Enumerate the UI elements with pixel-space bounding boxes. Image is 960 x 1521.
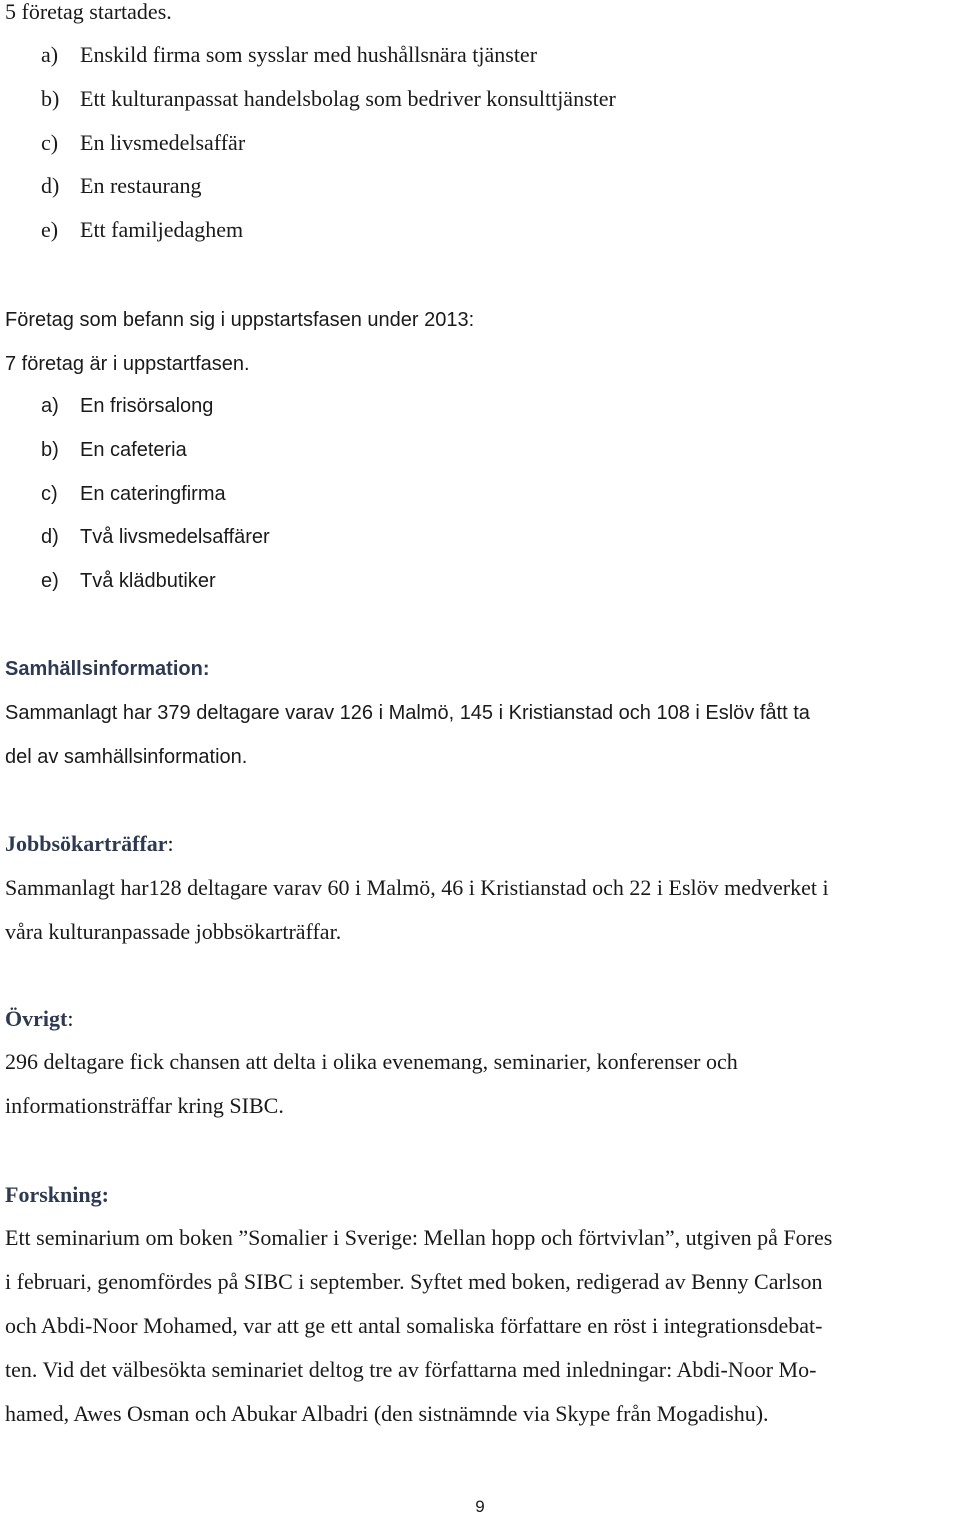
list-item-text: Ett kulturanpassat handelsbolag som bedriver konsulttjänster [80, 86, 616, 111]
list-item [41, 216, 243, 244]
list-marker: a) [41, 42, 59, 67]
list-item [41, 172, 202, 200]
list-item-text: En restaurang [80, 173, 202, 198]
jobb-heading-colon: : [167, 831, 174, 856]
startup-heading: Företag som befann sig i uppstartsfasen under 2013: [5, 309, 475, 331]
samhall-line: Sammanlagt har 379 deltagare varav 126 i Malmö, 145 i Kristianstad och 108 i Eslöv fått ta [5, 702, 810, 724]
list-marker: a) [41, 395, 59, 417]
forskning-line: Ett seminarium om boken ”Somalier i Sverige: Mellan hopp och förtvivlan”, utgiven på Fores [5, 1225, 833, 1250]
forskning-line: hamed, Awes Osman och Abukar Albadri (den sistnämnde via Skype från Mogadishu). [5, 1401, 769, 1426]
samhall-line: del av samhällsinformation. [5, 746, 248, 768]
list-item [41, 436, 187, 464]
list-item [41, 480, 226, 508]
list-marker: e) [41, 217, 59, 242]
list-marker: c) [41, 130, 59, 155]
list-item [41, 85, 616, 113]
list-item-text: En frisörsalong [80, 395, 214, 417]
jobb-line: våra kulturanpassade jobbsökarträffar. [5, 919, 342, 944]
ovrigt-line: informationsträffar kring SIBC. [5, 1093, 284, 1118]
list-item-text: Två klädbutiker [80, 570, 216, 592]
forskning-line: ten. Vid det välbesökta seminariet deltog tre av författarna med inledningar: Abdi-Noor Mo- [5, 1357, 817, 1382]
samhall-heading: Samhällsinformation: [5, 658, 210, 680]
list-item-text: Ett familjedaghem [80, 217, 244, 242]
list-item-text: En livsmedelsaffär [80, 130, 246, 155]
list-item-text: En cafeteria [80, 439, 187, 461]
forskning-heading: Forskning: [5, 1182, 109, 1207]
list-item [41, 41, 537, 69]
intro-line: 5 företag startades. [5, 0, 172, 24]
list-marker: e) [41, 570, 59, 592]
list-item [41, 523, 270, 551]
list-marker: b) [41, 439, 59, 461]
list-item [41, 392, 213, 420]
ovrigt-heading-line [5, 1005, 73, 1033]
jobb-heading: Jobbsökarträffar [5, 831, 168, 856]
jobb-heading-line [5, 830, 174, 858]
jobb-line: Sammanlagt har128 deltagare varav 60 i Malmö, 46 i Kristianstad och 22 i Eslöv medverket i [5, 875, 829, 900]
ovrigt-heading: Övrigt [5, 1006, 68, 1031]
page-number: 9 [475, 1497, 485, 1516]
ovrigt-line: 296 deltagare fick chansen att delta i olika evenemang, seminarier, konferenser och [5, 1049, 738, 1074]
list-item-text: Enskild firma som sysslar med hushållsnära tjänster [80, 42, 538, 67]
forskning-line: och Abdi-Noor Mohamed, var att ge ett antal somaliska författare en röst i integrationsdebat- [5, 1313, 823, 1338]
list-marker: c) [41, 483, 58, 505]
list-item [41, 567, 216, 595]
startup-count: 7 företag är i uppstartfasen. [5, 353, 250, 375]
list-marker: d) [41, 173, 60, 198]
list-item [41, 129, 245, 157]
forskning-line: i februari, genomfördes på SIBC i september. Syftet med boken, redigerad av Benny Carlson [5, 1269, 823, 1294]
list-marker: d) [41, 526, 59, 548]
list-item-text: En cateringfirma [80, 483, 226, 505]
list-marker: b) [41, 86, 60, 111]
list-item-text: Två livsmedelsaffärer [80, 526, 270, 548]
ovrigt-heading-colon: : [67, 1006, 74, 1031]
